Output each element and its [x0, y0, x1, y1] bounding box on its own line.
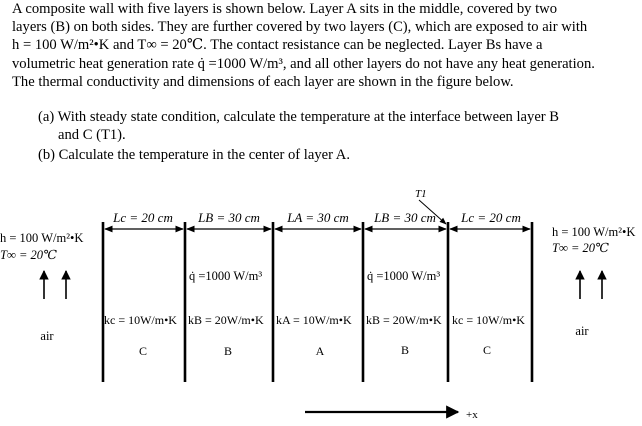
- problem-line: h = 100 W/m²•K and T∞ = 20℃. The contact resistance can be neglected. Layer Bs have a: [12, 37, 543, 54]
- conductivity-label: kB = 20W/m•K: [188, 313, 264, 327]
- air-right-label: air: [575, 324, 589, 338]
- question-b: (b) Calculate the temperature in the center of layer A.: [38, 147, 350, 163]
- layer-name: B: [400, 343, 410, 357]
- problem-line: A composite wall with five layers is shown below. Layer A sits in the middle, covered by two: [12, 1, 558, 17]
- conductivity-label: kc = 10W/m•K: [104, 313, 177, 327]
- conductivity-label: kB = 20W/m•K: [366, 313, 442, 327]
- dimension-label: Lc = 20 cm: [461, 210, 521, 225]
- right-h-label: h = 100 W/m²•K: [552, 225, 636, 239]
- air-left-label: air: [40, 329, 54, 343]
- question-a-line2: and C (T1).: [58, 127, 126, 144]
- problem-line: The thermal conductivity and dimensions of each layer are shown in the figure below.: [12, 73, 514, 90]
- layer-name: B: [223, 344, 233, 358]
- t1-label: T1: [415, 188, 427, 200]
- dimension-label: Lc = 20 cm: [113, 210, 173, 225]
- layer-name: C: [138, 344, 148, 358]
- heat-generation-label: q̇ =1000 W/m³: [367, 269, 441, 283]
- dimension-label: LB = 30 cm: [374, 210, 436, 225]
- problem-line: volumetric heat generation rate q̇ =1000 W/m³, and all other layers do not have any heat generation.: [12, 55, 595, 72]
- conductivity-label: kc = 10W/m•K: [452, 313, 525, 327]
- problem-line: layers (B) on both sides. They are further covered by two layers (C), which are exposed to air with: [12, 19, 588, 36]
- layer-name: C: [482, 343, 492, 357]
- layer-name: A: [315, 344, 325, 358]
- dimension-label: LA = 30 cm: [287, 210, 349, 225]
- heat-generation-label: q̇ =1000 W/m³: [189, 269, 263, 283]
- right-tinf-label: T∞ = 20℃: [552, 241, 610, 255]
- dimension-label: LB = 30 cm: [198, 210, 260, 225]
- conductivity-label: kA = 10W/m•K: [276, 313, 352, 327]
- question-a-line1: (a) With steady state condition, calculate the temperature at the interface between layer B: [38, 109, 560, 125]
- left-tinf-label: T∞ = 20℃: [0, 248, 58, 262]
- left-h-label: h = 100 W/m²•K: [0, 231, 84, 245]
- x-axis-label: +x: [466, 409, 478, 421]
